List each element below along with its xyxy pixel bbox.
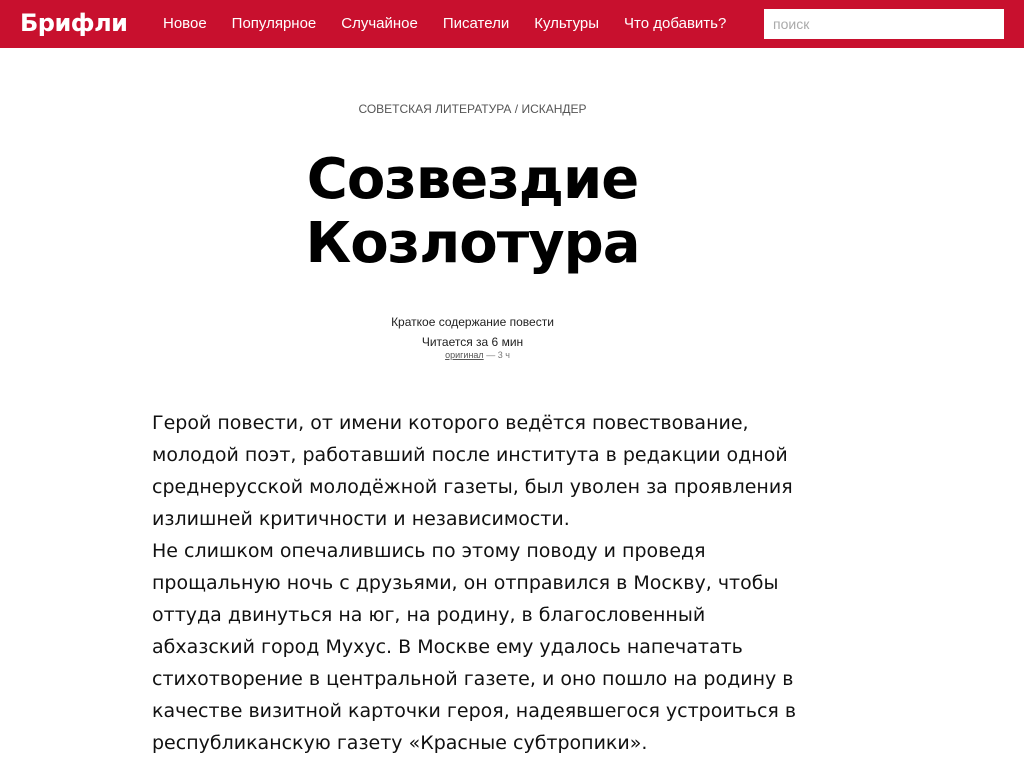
nav-cultures[interactable]: Культуры xyxy=(534,15,600,32)
original-source xyxy=(0,350,955,360)
nav-what-to-add[interactable]: Что добавить? xyxy=(624,15,727,32)
breadcrumb-separator: / xyxy=(514,102,519,116)
breadcrumb-category-link[interactable]: СОВЕТСКАЯ ЛИТЕРАТУРА xyxy=(358,102,512,116)
summary-type: Краткое содержание повести xyxy=(391,315,554,329)
main-nav xyxy=(163,0,751,48)
search-input[interactable] xyxy=(764,9,1004,39)
original-link[interactable]: оригинал xyxy=(445,350,484,360)
nav-popular[interactable]: Популярное xyxy=(231,15,317,32)
breadcrumb xyxy=(0,102,945,116)
breadcrumb-author-link[interactable]: ИСКАНДЕР xyxy=(521,102,587,116)
paragraph-1: Герой повести, от имени которого ведётся повествование, молодой поэт, работавший после института в редакции одной среднерусской молодёжной газеты, был уволен за проявления излишней критичности и независимости. xyxy=(152,412,793,530)
original-read-time: — 3 ч xyxy=(486,350,510,360)
summary-content xyxy=(152,407,802,759)
paragraph-2: Не слишком опечалившись по этому поводу и проведя прощальную ночь с друзьями, он отправился в Москву, чтобы оттуда двинуться на юг, на родину, в благословенный абхазский город Мухус. В Москве ему удалось напечатать стихотворение в центральной газете, и оно пошло на родину в качестве визитной карточки героя, надеявшегося устроиться в республиканскую газету «Красные субтропики». xyxy=(152,540,797,754)
site-logo[interactable]: Брифли xyxy=(20,9,128,37)
nav-random[interactable]: Случайное xyxy=(341,15,418,32)
nav-new[interactable]: Новое xyxy=(163,15,207,32)
title-line-1: Созвездие xyxy=(306,147,639,212)
nav-writers[interactable]: Писатели xyxy=(442,15,510,32)
summary-meta xyxy=(0,312,945,352)
top-navigation-bar xyxy=(0,0,1024,48)
read-time: Читается за 6 мин xyxy=(421,335,524,349)
title-line-2: Козлотура xyxy=(305,211,640,276)
page-title xyxy=(0,148,945,276)
